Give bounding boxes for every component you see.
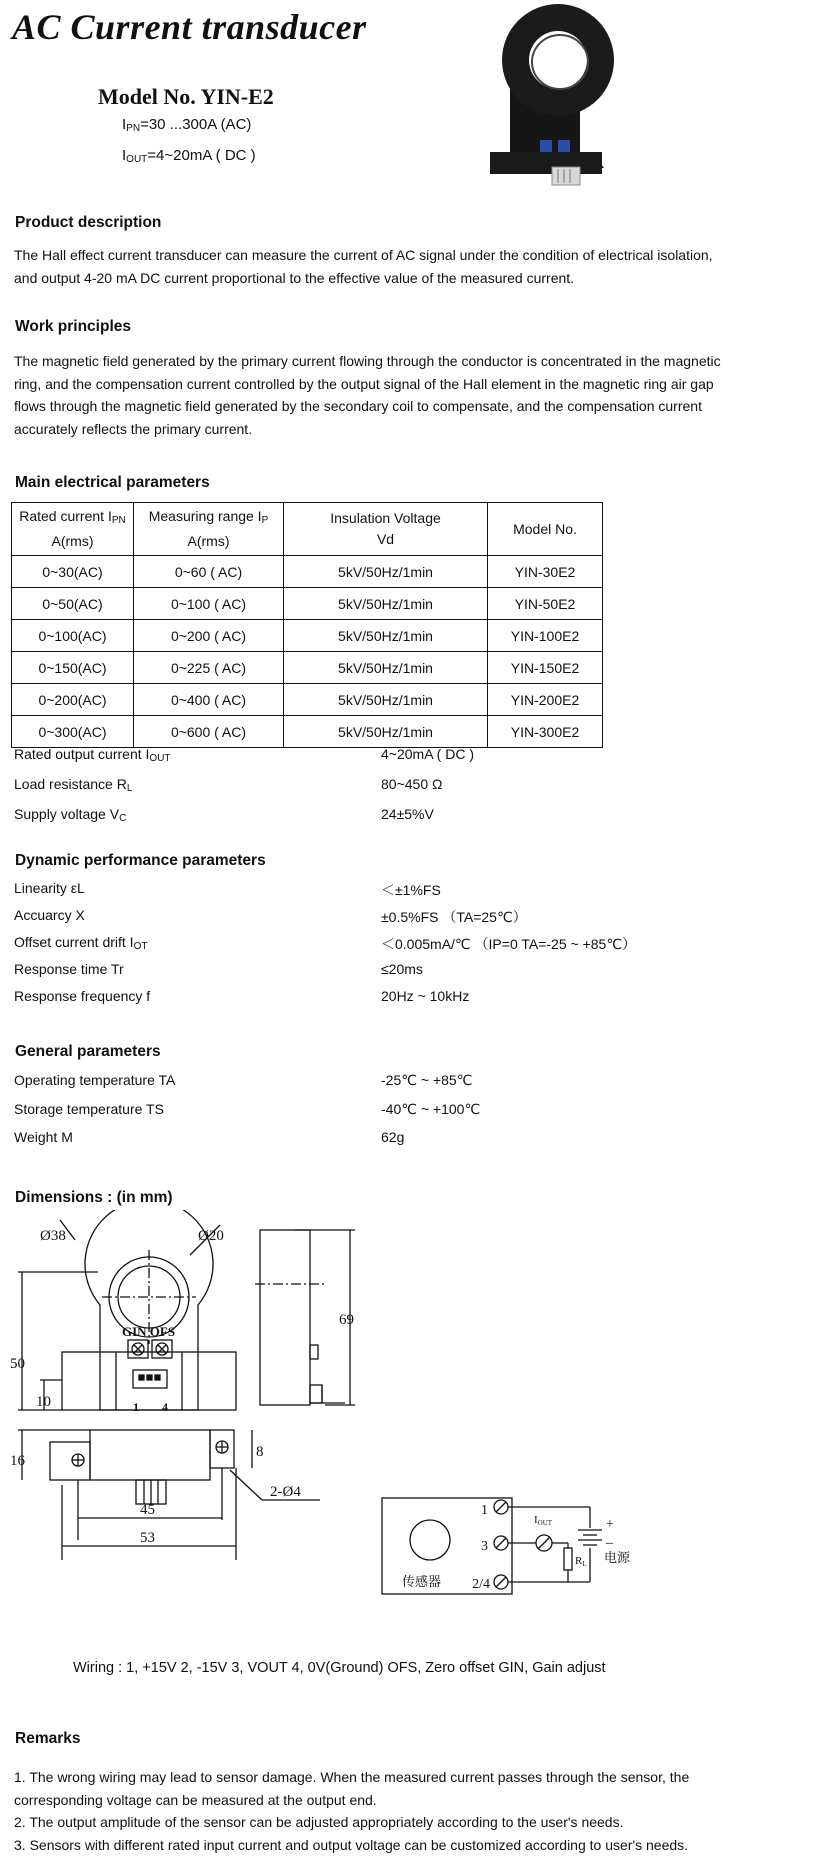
work-principles-text: The magnetic field generated by the primary current flowing through the conductor is concentrated in the magnetic ring, and the compensation current controlled by the output signal of the Hall element in the magnetic ring air gap flows through the magnetic field generated by the secondary coil to compensate, and the compensation current accurately reflects the primary current. <box>14 353 721 437</box>
general-heading: General parameters <box>15 1043 161 1060</box>
svg-text:2/4: 2/4 <box>472 1577 490 1592</box>
svg-text:传感器: 传感器 <box>402 1574 442 1589</box>
ipn-spec: $I_{PN}=30$ ...300A (AC) <box>122 116 252 134</box>
iout-spec: $I_{OUT}=4\sim 20mA$ ( DC ) <box>122 147 256 165</box>
header-cell: Model No. <box>488 503 603 556</box>
svg-text:45: 45 <box>140 1502 155 1518</box>
header-cell: Insulation Voltage Vd <box>284 503 488 556</box>
svg-text:GIN OFS: GIN OFS <box>122 1324 176 1339</box>
svg-text:RL: RL <box>575 1555 587 1568</box>
svg-text:Ø38: Ø38 <box>40 1228 66 1244</box>
header-cell: Rated current $I_{PN}$ A(rms) <box>12 503 134 556</box>
table-row: 0~30(AC) 0~60 ( AC) 5kV/50Hz/1min YIN-30E2 <box>12 556 603 588</box>
main-params-table <box>11 502 603 748</box>
table-row: 0~150(AC) 0~225 ( AC) 5kV/50Hz/1min YIN-150E2 <box>12 652 603 684</box>
svg-text:8: 8 <box>256 1444 264 1460</box>
table-row: 0~100(AC) 0~200 ( AC) 5kV/50Hz/1min YIN-100E2 <box>12 620 603 652</box>
svg-text:69: 69 <box>339 1312 354 1328</box>
svg-text:2-Ø4: 2-Ø4 <box>270 1484 301 1500</box>
svg-text:IOUT: IOUT <box>534 1514 553 1527</box>
main-params-heading: Main electrical parameters <box>15 474 210 491</box>
table-header-row <box>12 503 603 556</box>
table-row: 0~50(AC) 0~100 ( AC) 5kV/50Hz/1min YIN-50E2 <box>12 588 603 620</box>
product-photo <box>488 2 636 202</box>
dynamic-heading: Dynamic performance parameters <box>15 852 266 869</box>
remarks-text: 1. The wrong wiring may lead to sensor damage. When the measured current passes through the sensor, the corresponding voltage can be measured at the output end. 2. The output amplitude of the sensor can be adjusted appropriately according to the user's needs. 3. Sensors with different rated input current and output voltage can be customized according to user's needs. <box>14 1769 690 1853</box>
side-view-drawing <box>255 1220 385 1440</box>
remarks-heading: Remarks <box>15 1730 81 1747</box>
model-number: Model No. YIN-E2 <box>98 84 274 109</box>
wiring-diagram <box>378 1490 658 1600</box>
svg-text:1: 1 <box>481 1503 488 1518</box>
dimensions-heading: Dimensions : (in mm) <box>15 1189 173 1206</box>
svg-text:Ø20: Ø20 <box>198 1228 224 1244</box>
svg-text:10: 10 <box>36 1394 51 1410</box>
wiring-legend: Wiring : 1, +15V 2, -15V 3, VOUT 4, 0V(Ground) OFS, Zero offset GIN, Gain adjust <box>73 1660 606 1676</box>
svg-text:3: 3 <box>481 1539 488 1554</box>
table-row: 0~300(AC) 0~600 ( AC) 5kV/50Hz/1min YIN-300E2 <box>12 716 603 748</box>
product-description-text: The Hall effect current transducer can measure the current of AC signal under the condition of electrical isolation, and output 4-20 mA DC current proportional to the effective value of the measured current. <box>14 247 713 286</box>
page-title: AC Current transducer <box>12 7 367 47</box>
work-principles-heading: Work principles <box>15 318 131 335</box>
svg-text:50: 50 <box>10 1356 25 1372</box>
header-cell: Measuring range $I_P$ A(rms) <box>134 503 284 556</box>
table-row: 0~200(AC) 0~400 ( AC) 5kV/50Hz/1min YIN-200E2 <box>12 684 603 716</box>
svg-text:53: 53 <box>140 1530 155 1546</box>
product-description-heading: Product description <box>15 214 162 231</box>
svg-text:_: _ <box>606 1531 613 1546</box>
svg-text:4: 4 <box>162 1400 168 1414</box>
svg-text:16: 16 <box>10 1453 25 1469</box>
svg-text:+: + <box>606 1517 614 1532</box>
svg-text:1: 1 <box>133 1400 139 1414</box>
svg-text:电源: 电源 <box>604 1550 631 1565</box>
